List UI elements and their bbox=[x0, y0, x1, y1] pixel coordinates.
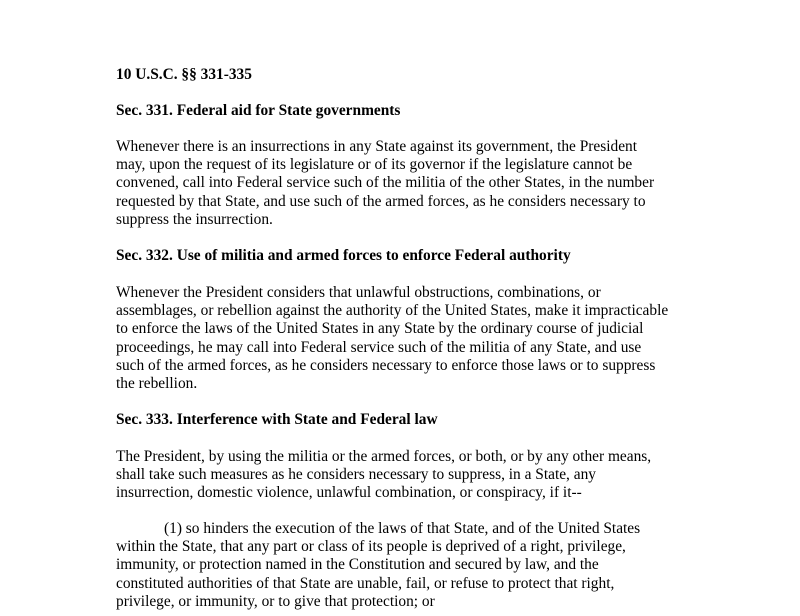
document-citation: 10 U.S.C. §§ 331-335 bbox=[116, 66, 252, 83]
text-line: Whenever the President considers that unlawful obstructions, combinations, or bbox=[116, 284, 601, 301]
text-line: The President, by using the militia or the armed forces, or both, or by any other means, bbox=[116, 448, 652, 465]
text-line: requested by that State, and use such of the armed forces, as he considers necessary to bbox=[116, 192, 646, 210]
text-line: constituted authorities of that State are unable, fail, or refuse to protect that right, bbox=[116, 574, 615, 592]
text-line: to enforce the laws of the United States in any State by the ordinary course of judicial bbox=[116, 320, 644, 338]
text-line: (1) so hinders the execution of the laws of that State, and of the United States bbox=[164, 520, 641, 537]
text-line: privilege, or immunity, or to give that protection; or bbox=[116, 592, 435, 610]
text-line: within the State, that any part or class of its people is deprived of a right, privilege, bbox=[116, 538, 626, 556]
text-line: the rebellion. bbox=[116, 375, 198, 393]
text-line: suppress the insurrection. bbox=[116, 210, 273, 228]
section-332-paragraph bbox=[116, 284, 668, 393]
section-331-heading: Sec. 331. Federal aid for State governments bbox=[116, 102, 401, 119]
section-333-heading: Sec. 333. Interference with State and Federal law bbox=[116, 411, 438, 428]
text-line: assemblages, or rebellion against the authority of the United States, make it impracticable bbox=[116, 302, 669, 320]
text-line: immunity, or protection named in the Constitution and secured by law, and the bbox=[116, 556, 599, 574]
text-line: insurrection, domestic violence, unlawful combination, or conspiracy, if it-- bbox=[116, 484, 582, 502]
section-331-paragraph bbox=[116, 138, 654, 229]
section-333-paragraph bbox=[116, 448, 651, 503]
text-line: Whenever there is an insurrections in any State against its government, the President bbox=[116, 138, 637, 155]
section-332-heading: Sec. 332. Use of militia and armed forces to enforce Federal authority bbox=[116, 247, 571, 264]
text-line: such of the armed forces, as he considers necessary to enforce those laws or to suppress bbox=[116, 356, 656, 374]
text-line: convened, call into Federal service such of the militia of the other States, in the number bbox=[116, 174, 655, 192]
text-line: may, upon the request of its legislature or of its governor if the legislature cannot be bbox=[116, 156, 633, 174]
text-line: proceedings, he may call into Federal service such of the militia of any State, and use bbox=[116, 338, 642, 356]
text-line: shall take such measures as he considers necessary to suppress, in a State, any bbox=[116, 466, 596, 484]
section-333-clause-1 bbox=[116, 520, 640, 611]
